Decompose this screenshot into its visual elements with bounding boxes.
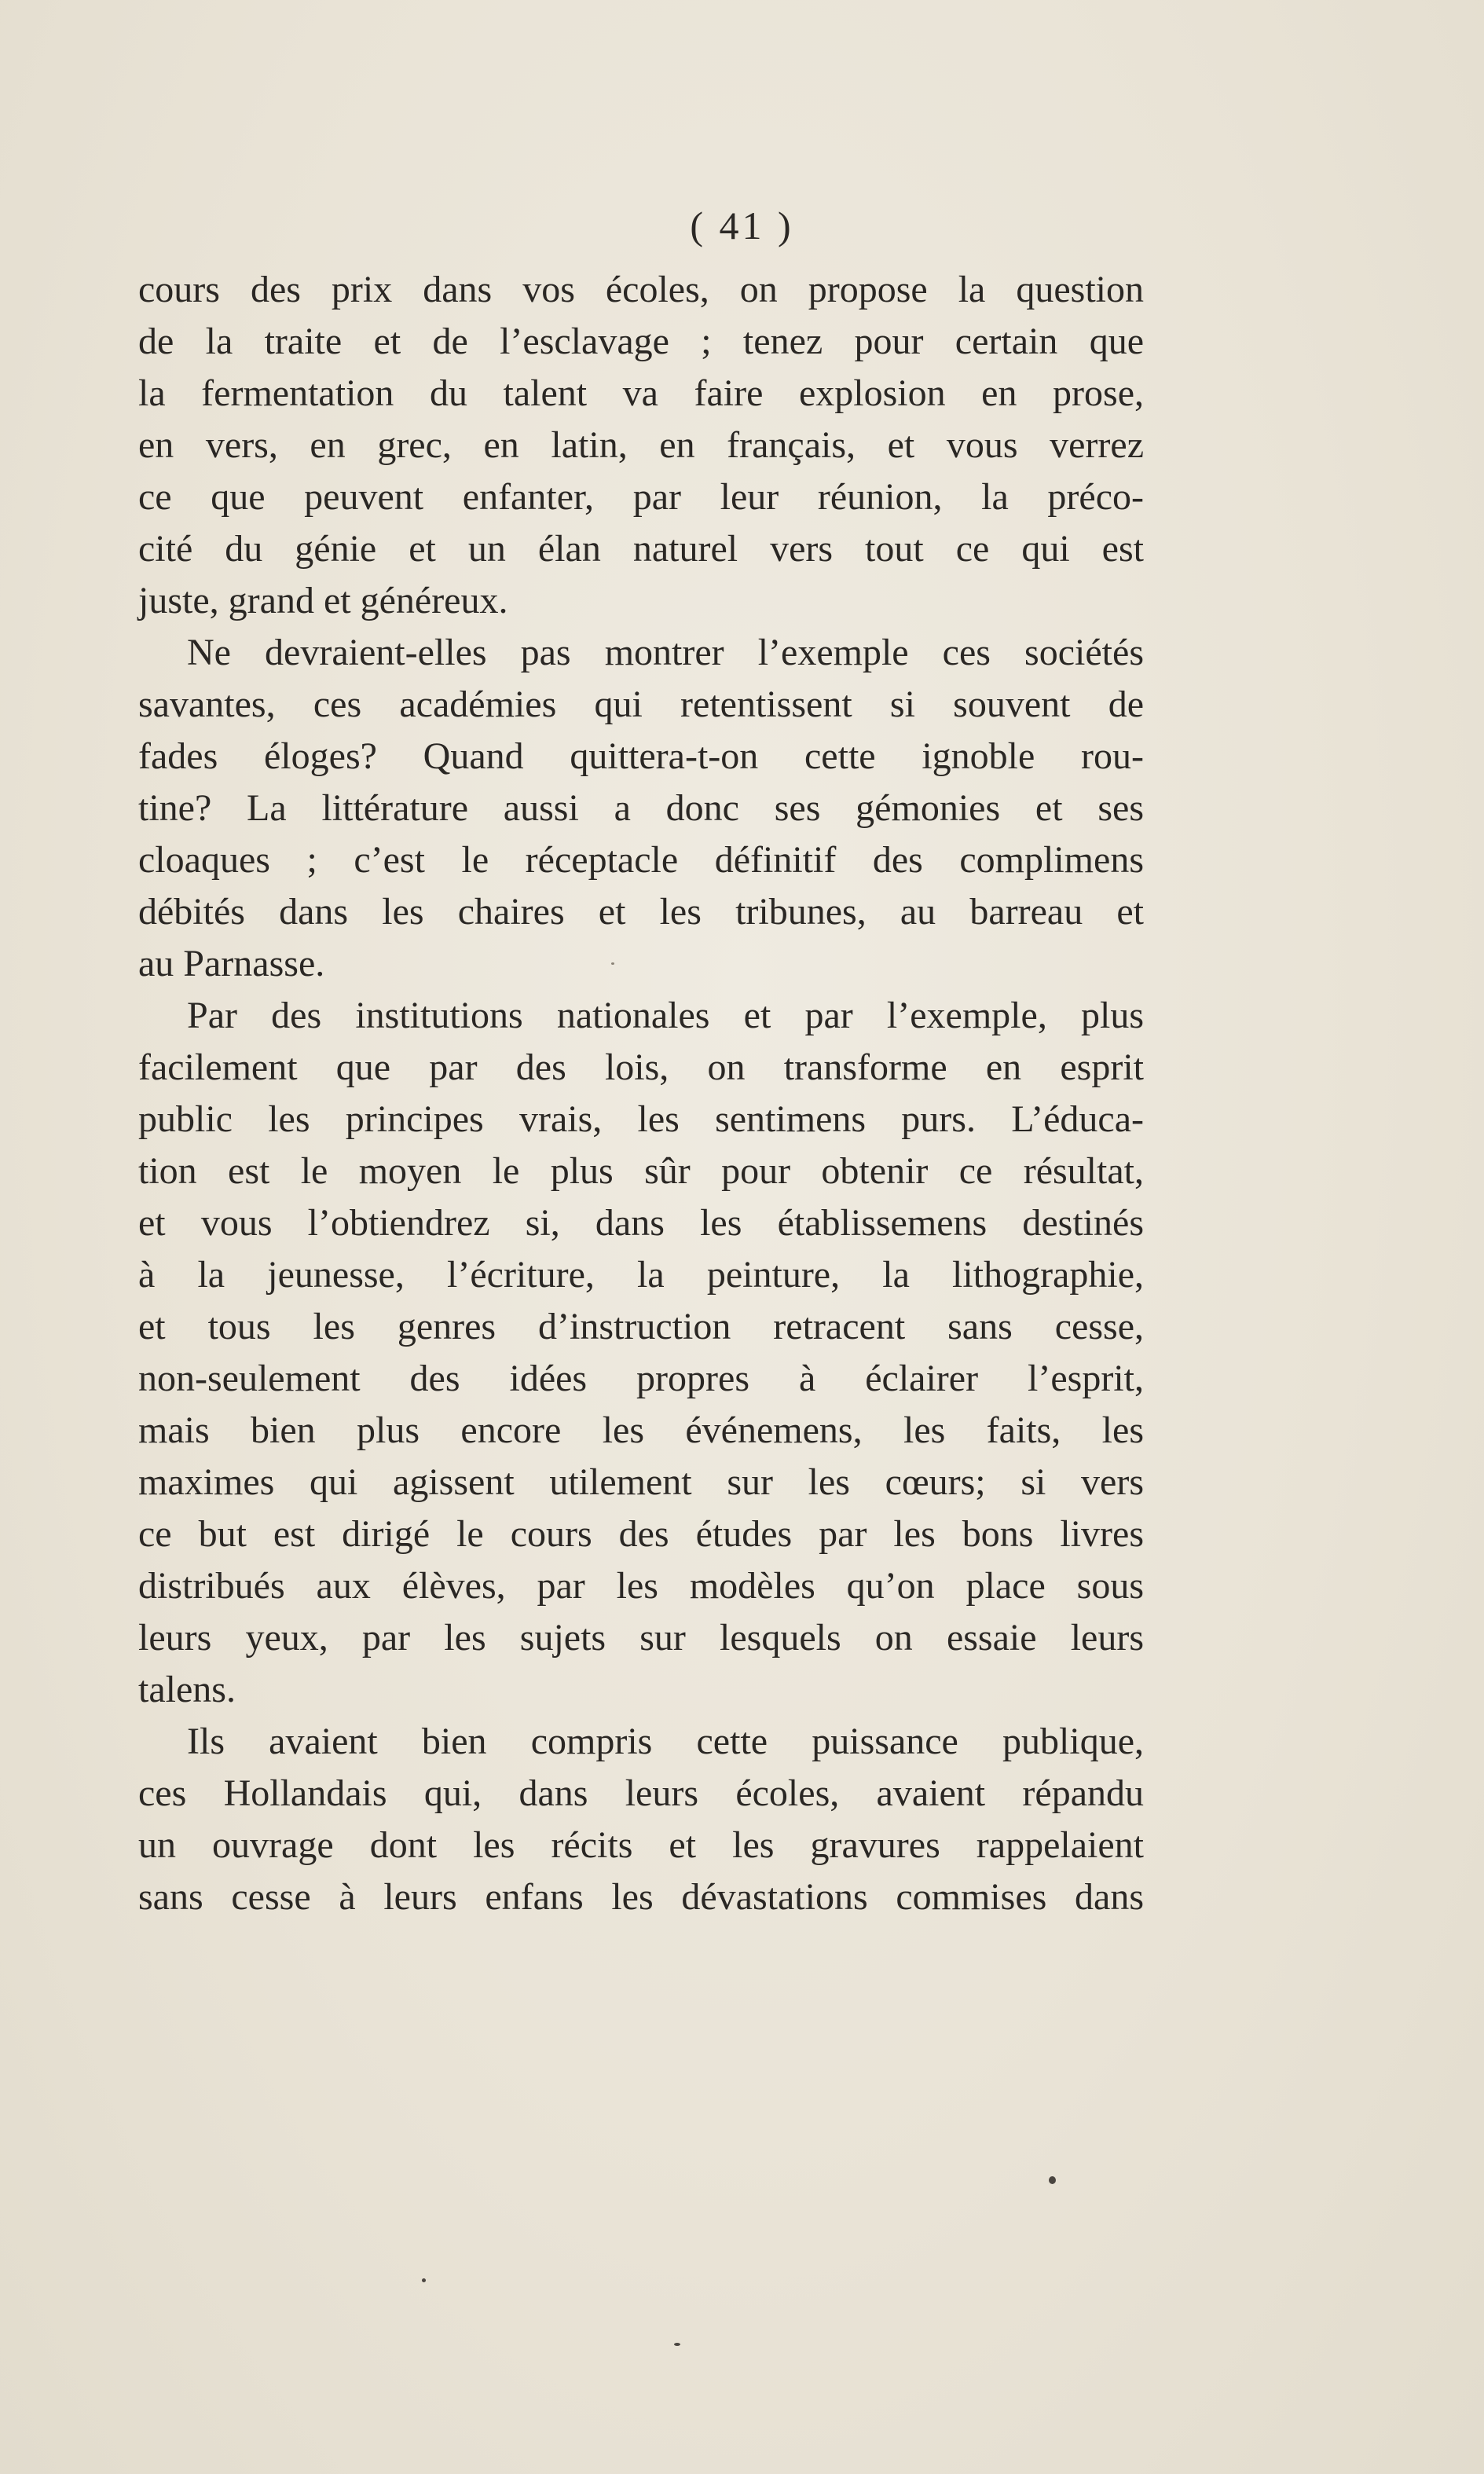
text-line: Par des institutions nationales et par l’exemple, plus: [187, 995, 1144, 1036]
text-line: en vers, en grec, en latin, en français, et vous verrez: [138, 424, 1144, 466]
text-line: ce but est dirigé le cours des études par les bons livres: [138, 1513, 1144, 1555]
text-line: public les principes vrais, les sentimens purs. L’éduca-: [138, 1098, 1144, 1140]
text-line: Ne devraient-elles pas montrer l’exemple ces sociétés: [187, 632, 1144, 673]
text-line: savantes, ces académies qui retentissent si souvent de: [138, 684, 1144, 725]
text-line: et tous les genres d’instruction retracent sans cesse,: [138, 1306, 1144, 1347]
text-line: maximes qui agissent utilement sur les cœurs; si vers: [138, 1461, 1144, 1503]
page-number: ( 41 ): [690, 203, 794, 247]
text-line: à la jeunesse, l’écriture, la peinture, la lithographie,: [138, 1254, 1144, 1296]
text-line: talens.: [138, 1669, 236, 1710]
text-line: non-seulement des idées propres à éclairer l’esprit,: [138, 1358, 1144, 1399]
ink-speck: [674, 2343, 680, 2346]
text-line: mais bien plus encore les événemens, les faits, les: [138, 1409, 1144, 1451]
text-line: cité du génie et un élan naturel vers tout ce qui est: [138, 528, 1144, 570]
text-line: ce que peuvent enfanter, par leur réunion, la préco-: [138, 476, 1144, 518]
text-line: tion est le moyen le plus sûr pour obtenir ce résultat,: [138, 1150, 1144, 1192]
text-line: leurs yeux, par les sujets sur lesquels on essaie leurs: [138, 1617, 1144, 1658]
text-line: sans cesse à leurs enfans les dévastations commises dans: [138, 1876, 1144, 1918]
text-line: tine? La littérature aussi a donc ses gémonies et ses: [138, 787, 1144, 829]
body-text: [138, 264, 1144, 1923]
text-line: Ils avaient bien compris cette puissance publique,: [187, 1721, 1144, 1762]
text-line: facilement que par des lois, on transforme en esprit: [138, 1046, 1144, 1088]
text-line: ces Hollandais qui, dans leurs écoles, avaient répandu: [138, 1772, 1144, 1814]
text-line: débités dans les chaires et les tribunes, au barreau et: [138, 891, 1144, 933]
ink-speck: [1049, 2176, 1056, 2184]
text-line: fades éloges? Quand quittera-t-on cette ignoble rou-: [138, 735, 1144, 777]
text-line: la fermentation du talent va faire explosion en prose,: [138, 372, 1144, 414]
text-line: juste, grand et généreux.: [138, 580, 508, 621]
text-line: cours des prix dans vos écoles, on propose la question: [138, 269, 1144, 310]
text-line: de la traite et de l’esclavage ; tenez pour certain que: [138, 321, 1144, 362]
text-line: distribués aux élèves, par les modèles qu’on place sous: [138, 1565, 1144, 1607]
text-line: et vous l’obtiendrez si, dans les établissemens destinés: [138, 1202, 1144, 1244]
text-line: au Parnasse.: [138, 943, 325, 984]
ink-speck: [422, 2278, 426, 2282]
text-line: un ouvrage dont les récits et les gravures rappelaient: [138, 1824, 1144, 1866]
ink-speck: [611, 962, 614, 965]
text-line: cloaques ; c’est le réceptacle définitif des complimens: [138, 839, 1144, 881]
